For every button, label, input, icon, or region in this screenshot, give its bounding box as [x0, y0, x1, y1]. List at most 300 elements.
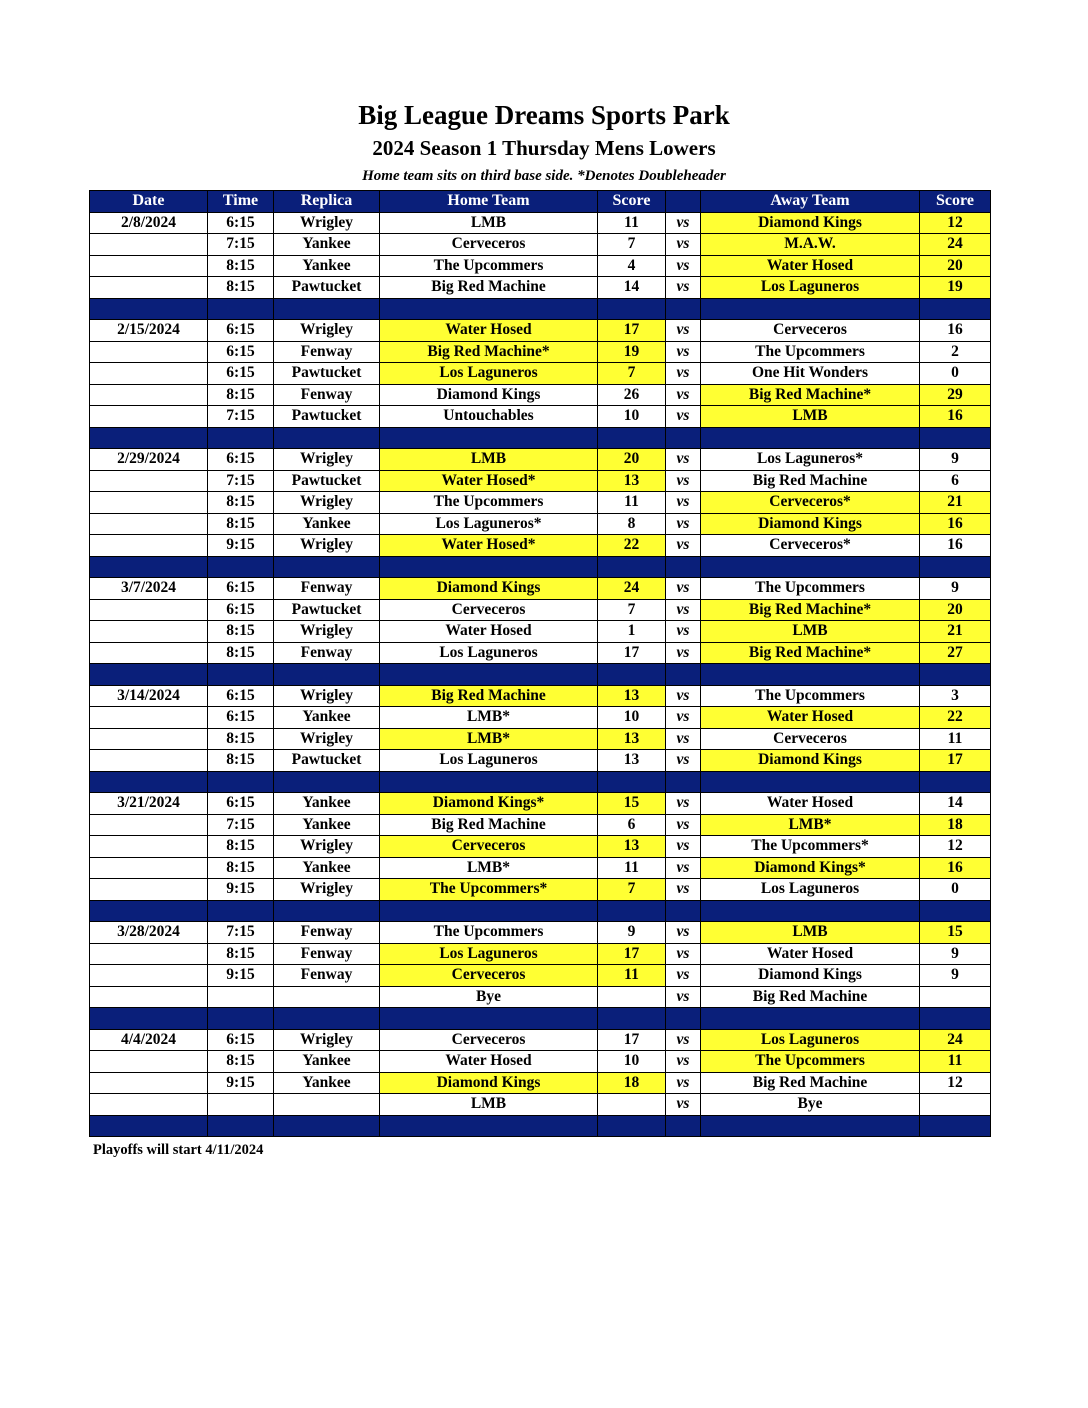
home-team: Diamond Kings: [380, 578, 598, 600]
home-team: LMB: [380, 212, 598, 234]
separator-cell: [274, 427, 380, 449]
home-score: 4: [598, 255, 666, 277]
home-team: Cerveceros: [380, 599, 598, 621]
vs-label: vs: [666, 685, 701, 707]
home-team: Cerveceros: [380, 234, 598, 256]
away-score: [920, 1094, 991, 1116]
separator-cell: [701, 664, 920, 686]
vs-label: vs: [666, 986, 701, 1008]
vs-label: vs: [666, 492, 701, 514]
game-replica: Wrigley: [274, 535, 380, 557]
away-team: Diamond Kings: [701, 513, 920, 535]
separator-cell: [701, 427, 920, 449]
game-replica: Fenway: [274, 943, 380, 965]
home-team: Cerveceros: [380, 836, 598, 858]
home-score: 11: [598, 492, 666, 514]
game-time: 7:15: [208, 470, 274, 492]
away-team: The Upcommers: [701, 685, 920, 707]
away-score: 6: [920, 470, 991, 492]
game-time: 6:15: [208, 578, 274, 600]
game-time: 7:15: [208, 814, 274, 836]
home-team: The Upcommers: [380, 492, 598, 514]
away-score: 9: [920, 578, 991, 600]
home-score: 18: [598, 1072, 666, 1094]
vs-label: vs: [666, 707, 701, 729]
home-team: Big Red Machine*: [380, 341, 598, 363]
separator-cell: [920, 664, 991, 686]
game-date: [90, 943, 208, 965]
game-time: 7:15: [208, 406, 274, 428]
away-team: LMB: [701, 621, 920, 643]
game-date: [90, 642, 208, 664]
separator-cell: [701, 900, 920, 922]
game-date: 3/28/2024: [90, 922, 208, 944]
home-team: Los Laguneros: [380, 943, 598, 965]
separator-cell: [208, 556, 274, 578]
away-score: 11: [920, 728, 991, 750]
game-row: [90, 277, 991, 299]
page-title: Big League Dreams Sports Park: [358, 100, 730, 130]
vs-label: vs: [666, 621, 701, 643]
game-row: [90, 578, 991, 600]
separator-cell: [90, 298, 208, 320]
game-replica: Yankee: [274, 513, 380, 535]
game-row: [90, 470, 991, 492]
home-score: 9: [598, 922, 666, 944]
game-time: 6:15: [208, 707, 274, 729]
home-team: Diamond Kings*: [380, 793, 598, 815]
game-row: [90, 857, 991, 879]
away-team: Cerveceros: [701, 728, 920, 750]
game-row: [90, 320, 991, 342]
game-time: 8:15: [208, 277, 274, 299]
game-time: 6:15: [208, 341, 274, 363]
week-separator: [90, 900, 991, 922]
home-team: Water Hosed: [380, 320, 598, 342]
home-team: Water Hosed*: [380, 535, 598, 557]
game-replica: Wrigley: [274, 621, 380, 643]
separator-cell: [90, 556, 208, 578]
game-time: 8:15: [208, 642, 274, 664]
vs-label: vs: [666, 1029, 701, 1051]
home-team: LMB*: [380, 707, 598, 729]
home-team: Big Red Machine: [380, 814, 598, 836]
away-team: Diamond Kings: [701, 212, 920, 234]
header-date: Date: [90, 191, 208, 213]
game-date: [90, 621, 208, 643]
separator-cell: [598, 298, 666, 320]
vs-label: vs: [666, 470, 701, 492]
header-home-team: Home Team: [380, 191, 598, 213]
away-team: LMB: [701, 406, 920, 428]
game-row: [90, 255, 991, 277]
away-score: 0: [920, 363, 991, 385]
vs-label: vs: [666, 578, 701, 600]
game-row: [90, 642, 991, 664]
vs-label: vs: [666, 943, 701, 965]
separator-cell: [380, 556, 598, 578]
separator-cell: [920, 427, 991, 449]
game-replica: [274, 986, 380, 1008]
away-team: M.A.W.: [701, 234, 920, 256]
separator-cell: [666, 298, 701, 320]
game-row: [90, 986, 991, 1008]
away-score: 3: [920, 685, 991, 707]
away-team: The Upcommers: [701, 341, 920, 363]
game-date: [90, 363, 208, 385]
away-team: Los Laguneros: [701, 879, 920, 901]
game-time: 8:15: [208, 621, 274, 643]
game-replica: Fenway: [274, 965, 380, 987]
game-date: [90, 406, 208, 428]
week-separator: [90, 664, 991, 686]
home-score: 11: [598, 965, 666, 987]
separator-cell: [380, 427, 598, 449]
game-row: [90, 728, 991, 750]
home-team: Cerveceros: [380, 1029, 598, 1051]
game-date: [90, 1051, 208, 1073]
separator-cell: [920, 298, 991, 320]
game-time: [208, 1094, 274, 1116]
game-row: [90, 363, 991, 385]
game-date: [90, 1072, 208, 1094]
game-date: 3/14/2024: [90, 685, 208, 707]
home-score: 7: [598, 363, 666, 385]
separator-cell: [380, 298, 598, 320]
vs-label: vs: [666, 363, 701, 385]
game-replica: Yankee: [274, 814, 380, 836]
game-replica: Pawtucket: [274, 406, 380, 428]
week-separator: [90, 771, 991, 793]
vs-label: vs: [666, 922, 701, 944]
away-team: The Upcommers: [701, 1051, 920, 1073]
header-away-team: Away Team: [701, 191, 920, 213]
game-row: [90, 750, 991, 772]
separator-cell: [274, 556, 380, 578]
away-score: [920, 986, 991, 1008]
separator-cell: [701, 556, 920, 578]
game-row: [90, 1051, 991, 1073]
game-date: [90, 814, 208, 836]
game-time: 7:15: [208, 922, 274, 944]
game-time: 6:15: [208, 599, 274, 621]
vs-label: vs: [666, 814, 701, 836]
game-time: 8:15: [208, 943, 274, 965]
away-score: 12: [920, 1072, 991, 1094]
header-time: Time: [208, 191, 274, 213]
game-row: [90, 793, 991, 815]
home-team: Untouchables: [380, 406, 598, 428]
game-row: [90, 492, 991, 514]
away-team: The Upcommers: [701, 578, 920, 600]
week-separator: [90, 1115, 991, 1137]
game-replica: Pawtucket: [274, 599, 380, 621]
game-row: [90, 922, 991, 944]
game-date: [90, 728, 208, 750]
away-score: 17: [920, 750, 991, 772]
separator-cell: [598, 771, 666, 793]
away-team: Cerveceros*: [701, 535, 920, 557]
separator-cell: [274, 1008, 380, 1030]
home-score: 13: [598, 836, 666, 858]
away-team: Water Hosed: [701, 793, 920, 815]
separator-cell: [90, 771, 208, 793]
vs-label: vs: [666, 406, 701, 428]
vs-label: vs: [666, 1051, 701, 1073]
home-score: 17: [598, 320, 666, 342]
away-team: Los Laguneros: [701, 1029, 920, 1051]
home-score: 7: [598, 234, 666, 256]
game-time: 6:15: [208, 685, 274, 707]
game-time: 6:15: [208, 793, 274, 815]
home-score: 8: [598, 513, 666, 535]
home-team: LMB: [380, 1094, 598, 1116]
home-team: Water Hosed: [380, 1051, 598, 1073]
separator-cell: [208, 427, 274, 449]
away-score: 18: [920, 814, 991, 836]
schedule-note: Home team sits on third base side. *Denotes Doubleheader: [362, 168, 726, 184]
game-row: [90, 384, 991, 406]
game-replica: Yankee: [274, 234, 380, 256]
away-score: 15: [920, 922, 991, 944]
game-date: [90, 384, 208, 406]
separator-cell: [208, 771, 274, 793]
game-row: [90, 1094, 991, 1116]
game-time: 6:15: [208, 363, 274, 385]
game-date: [90, 341, 208, 363]
away-score: 12: [920, 836, 991, 858]
game-time: 6:15: [208, 320, 274, 342]
home-score: 13: [598, 685, 666, 707]
game-date: 2/8/2024: [90, 212, 208, 234]
game-replica: Pawtucket: [274, 363, 380, 385]
away-team: One Hit Wonders: [701, 363, 920, 385]
away-team: Big Red Machine: [701, 1072, 920, 1094]
away-team: The Upcommers*: [701, 836, 920, 858]
game-row: [90, 707, 991, 729]
home-team: Los Laguneros: [380, 363, 598, 385]
game-replica: Pawtucket: [274, 470, 380, 492]
vs-label: vs: [666, 750, 701, 772]
game-time: 8:15: [208, 750, 274, 772]
vs-label: vs: [666, 1072, 701, 1094]
game-date: [90, 492, 208, 514]
separator-cell: [598, 900, 666, 922]
game-row: [90, 212, 991, 234]
separator-cell: [380, 1008, 598, 1030]
away-team: Big Red Machine*: [701, 599, 920, 621]
separator-cell: [920, 1008, 991, 1030]
game-row: [90, 1072, 991, 1094]
vs-label: vs: [666, 255, 701, 277]
away-team: Water Hosed: [701, 255, 920, 277]
separator-cell: [701, 771, 920, 793]
separator-cell: [90, 1008, 208, 1030]
home-score: 1: [598, 621, 666, 643]
game-date: [90, 965, 208, 987]
home-score: 15: [598, 793, 666, 815]
away-score: 24: [920, 234, 991, 256]
game-row: [90, 965, 991, 987]
game-date: [90, 277, 208, 299]
separator-cell: [666, 664, 701, 686]
separator-cell: [920, 900, 991, 922]
game-replica: Yankee: [274, 707, 380, 729]
away-score: 9: [920, 965, 991, 987]
vs-label: vs: [666, 234, 701, 256]
away-score: 16: [920, 535, 991, 557]
home-score: [598, 1094, 666, 1116]
separator-cell: [380, 900, 598, 922]
week-separator: [90, 427, 991, 449]
home-score: 10: [598, 406, 666, 428]
separator-cell: [666, 427, 701, 449]
home-score: 11: [598, 212, 666, 234]
game-replica: Yankee: [274, 1072, 380, 1094]
game-row: [90, 406, 991, 428]
away-score: 16: [920, 857, 991, 879]
page-subtitle: 2024 Season 1 Thursday Mens Lowers: [372, 136, 716, 160]
away-team: Diamond Kings: [701, 750, 920, 772]
separator-cell: [274, 900, 380, 922]
separator-cell: [598, 427, 666, 449]
week-separator: [90, 556, 991, 578]
home-score: 17: [598, 1029, 666, 1051]
home-score: 7: [598, 599, 666, 621]
separator-cell: [701, 1008, 920, 1030]
game-row: [90, 513, 991, 535]
game-time: 8:15: [208, 513, 274, 535]
separator-cell: [598, 556, 666, 578]
separator-cell: [208, 1008, 274, 1030]
game-time: 8:15: [208, 255, 274, 277]
schedule-table: [89, 190, 991, 1137]
game-date: [90, 513, 208, 535]
away-score: 24: [920, 1029, 991, 1051]
away-team: Diamond Kings*: [701, 857, 920, 879]
game-date: [90, 1094, 208, 1116]
home-score: 19: [598, 341, 666, 363]
game-row: [90, 341, 991, 363]
home-score: 10: [598, 707, 666, 729]
vs-label: vs: [666, 599, 701, 621]
away-score: 20: [920, 255, 991, 277]
home-score: 14: [598, 277, 666, 299]
vs-label: vs: [666, 277, 701, 299]
away-score: 19: [920, 277, 991, 299]
game-replica: Wrigley: [274, 1029, 380, 1051]
week-separator: [90, 298, 991, 320]
separator-cell: [701, 298, 920, 320]
game-date: [90, 255, 208, 277]
vs-label: vs: [666, 728, 701, 750]
away-team: Diamond Kings: [701, 965, 920, 987]
game-replica: Wrigley: [274, 836, 380, 858]
separator-cell: [274, 664, 380, 686]
home-team: Big Red Machine: [380, 277, 598, 299]
away-score: 16: [920, 513, 991, 535]
separator-cell: [920, 771, 991, 793]
home-team: Bye: [380, 986, 598, 1008]
home-team: Big Red Machine: [380, 685, 598, 707]
away-team: Bye: [701, 1094, 920, 1116]
vs-label: vs: [666, 879, 701, 901]
game-replica: Pawtucket: [274, 750, 380, 772]
away-team: LMB*: [701, 814, 920, 836]
vs-label: vs: [666, 212, 701, 234]
away-team: Big Red Machine*: [701, 642, 920, 664]
game-time: 8:15: [208, 857, 274, 879]
away-score: 9: [920, 943, 991, 965]
game-replica: Yankee: [274, 1051, 380, 1073]
game-replica: Yankee: [274, 793, 380, 815]
away-team: Cerveceros*: [701, 492, 920, 514]
away-score: 12: [920, 212, 991, 234]
away-score: 27: [920, 642, 991, 664]
game-row: [90, 599, 991, 621]
home-team: The Upcommers: [380, 922, 598, 944]
home-team: Los Laguneros*: [380, 513, 598, 535]
away-score: 16: [920, 406, 991, 428]
separator-cell: [274, 771, 380, 793]
game-replica: Yankee: [274, 255, 380, 277]
separator-cell: [274, 1115, 380, 1137]
away-score: 21: [920, 492, 991, 514]
game-replica: Wrigley: [274, 320, 380, 342]
game-time: 9:15: [208, 965, 274, 987]
game-replica: Fenway: [274, 922, 380, 944]
home-score: 24: [598, 578, 666, 600]
game-time: 8:15: [208, 384, 274, 406]
home-team: Los Laguneros: [380, 750, 598, 772]
game-replica: Fenway: [274, 642, 380, 664]
separator-cell: [920, 556, 991, 578]
home-score: [598, 986, 666, 1008]
home-team: Los Laguneros: [380, 642, 598, 664]
home-team: Cerveceros: [380, 965, 598, 987]
home-score: 13: [598, 470, 666, 492]
separator-cell: [90, 1115, 208, 1137]
away-team: LMB: [701, 922, 920, 944]
game-time: 9:15: [208, 1072, 274, 1094]
separator-cell: [598, 1115, 666, 1137]
home-score: 10: [598, 1051, 666, 1073]
game-date: 2/15/2024: [90, 320, 208, 342]
away-score: 20: [920, 599, 991, 621]
game-row: [90, 535, 991, 557]
game-time: 9:15: [208, 879, 274, 901]
playoffs-note: Playoffs will start 4/11/2024: [93, 1142, 264, 1158]
header-replica: Replica: [274, 191, 380, 213]
vs-label: vs: [666, 320, 701, 342]
away-team: Water Hosed: [701, 943, 920, 965]
game-row: [90, 943, 991, 965]
separator-cell: [666, 1115, 701, 1137]
away-team: Big Red Machine*: [701, 384, 920, 406]
game-date: [90, 707, 208, 729]
separator-cell: [920, 1115, 991, 1137]
home-team: Diamond Kings: [380, 1072, 598, 1094]
away-team: Los Laguneros: [701, 277, 920, 299]
separator-cell: [274, 298, 380, 320]
game-time: 9:15: [208, 535, 274, 557]
away-score: 16: [920, 320, 991, 342]
home-team: The Upcommers*: [380, 879, 598, 901]
game-date: [90, 879, 208, 901]
game-date: 2/29/2024: [90, 449, 208, 471]
home-team: LMB*: [380, 857, 598, 879]
away-score: 2: [920, 341, 991, 363]
